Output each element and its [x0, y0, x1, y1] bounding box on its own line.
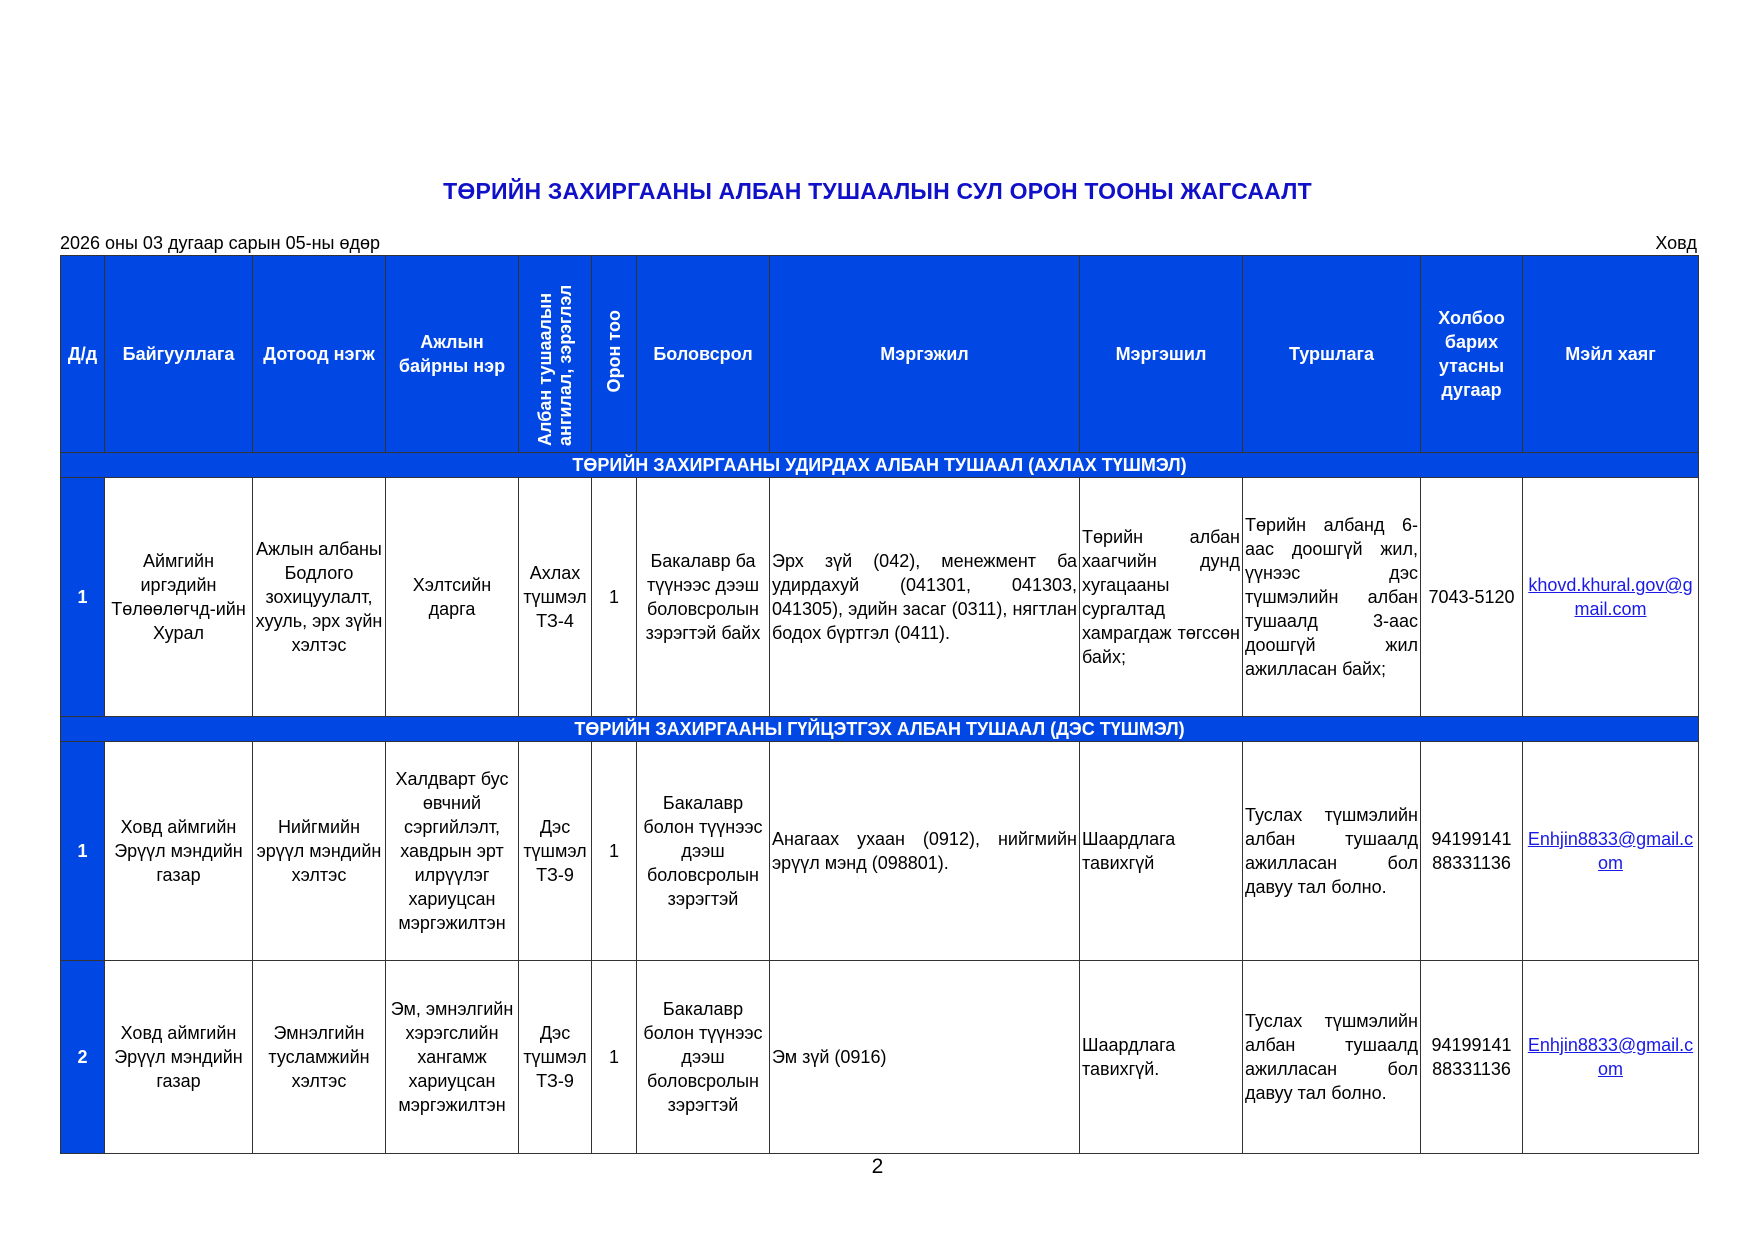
experience-cell: Төрийн албанд 6-аас доошгүй жил, үүнээс дэс түшмэлийн албан тушаалд 3-аас доошгүй жил ажилласан байх; [1243, 478, 1421, 717]
column-header-grade-text: Албан тушаалын ангилал, зэрэглэл [535, 284, 575, 446]
row-number: 1 [61, 742, 105, 961]
row-number: 2 [61, 961, 105, 1154]
vacancy-table [60, 255, 1699, 1154]
organization-cell: Аймгийн иргэдийн Төлөөлөгчд-ийн Хурал [105, 478, 253, 717]
section-title: ТӨРИЙН ЗАХИРГААНЫ УДИРДАХ АЛБАН ТУШААЛ (АХЛАХ ТҮШМЭЛ) [61, 453, 1699, 478]
profession-cell: Эрх зүй (042), менежмент ба удирдахуй (041301, 041303, 041305), эдийн засаг (0311), нягтлан бодох бүртгэл (0411). [770, 478, 1080, 717]
email-cell [1523, 742, 1699, 961]
qualification-cell: Шаардлага тавихгүй. [1080, 961, 1243, 1154]
column-header-unit: Дотоод нэгж [253, 256, 386, 453]
table-row [61, 478, 1699, 717]
table-header-row [61, 256, 1699, 453]
qualification-cell: Шаардлага тавихгүй [1080, 742, 1243, 961]
unit-cell: Эмнэлгийн тусламжийн хэлтэс [253, 961, 386, 1154]
education-cell: Бакалавр болон түүнээс дээш боловсролын зэрэгтэй [637, 961, 770, 1154]
organization-cell: Ховд аймгийн Эрүүл мэндийн газар [105, 961, 253, 1154]
column-header-phone: Холбоо барих утасны дугаар [1421, 256, 1523, 453]
document-date: 2026 оны 03 дугаар сарын 05-ны өдөр [60, 233, 380, 253]
grade-cell: Дэс түшмэл ТЗ-9 [519, 961, 592, 1154]
column-header-qualification: Мэргэшил [1080, 256, 1243, 453]
position-cell: Хэлтсийн дарга [386, 478, 519, 717]
position-cell: Халдварт бус өвчний сэргийлэлт, хавдрын эрт илрүүлэг хариуцсан мэргэжилтэн [386, 742, 519, 961]
email-cell [1523, 961, 1699, 1154]
unit-cell: Ажлын албаны Бодлого зохицуулалт, хууль, эрх зүйн хэлтэс [253, 478, 386, 717]
column-header-vacancies-text: Орон тоо [604, 309, 624, 393]
page-number: 2 [871, 1155, 884, 1178]
profession-cell: Эм зүй (0916) [770, 961, 1080, 1154]
section-header-senior [61, 453, 1699, 478]
column-header-education: Боловсрол [637, 256, 770, 453]
section-title: ТӨРИЙН ЗАХИРГААНЫ ГҮЙЦЭТГЭХ АЛБАН ТУШААЛ (ДЭС ТҮШМЭЛ) [61, 717, 1699, 742]
section-header-junior [61, 717, 1699, 742]
grade-cell: Дэс түшмэл ТЗ-9 [519, 742, 592, 961]
phone-cell: 94199141 88331136 [1421, 961, 1523, 1154]
organization-cell: Ховд аймгийн Эрүүл мэндийн газар [105, 742, 253, 961]
document-title: ТӨРИЙН ЗАХИРГААНЫ АЛБАН ТУШААЛЫН СУЛ ОРОН ТООНЫ ЖАГСААЛТ [443, 178, 1312, 204]
grade-cell: Ахлах түшмэл ТЗ-4 [519, 478, 592, 717]
row-number: 1 [61, 478, 105, 717]
column-header-email: Мэйл хаяг [1523, 256, 1699, 453]
column-header-position: Ажлын байрны нэр [386, 256, 519, 453]
phone-cell: 7043-5120 [1421, 478, 1523, 717]
vacancies-cell: 1 [592, 478, 637, 717]
education-cell: Бакалавр ба түүнээс дээш боловсролын зэрэгтэй байх [637, 478, 770, 717]
column-header-profession: Мэргэжил [770, 256, 1080, 453]
experience-cell: Туслах түшмэлийн албан тушаалд ажилласан бол давуу тал болно. [1243, 961, 1421, 1154]
position-cell: Эм, эмнэлгийн хэрэгслийн хангамж хариуцсан мэргэжилтэн [386, 961, 519, 1154]
unit-cell: Нийгмийн эрүүл мэндийн хэлтэс [253, 742, 386, 961]
column-header-organization: Байгууллага [105, 256, 253, 453]
vacancies-cell: 1 [592, 961, 637, 1154]
column-header-vacancies [592, 256, 637, 453]
vacancies-cell: 1 [592, 742, 637, 961]
column-header-num: Д/д [61, 256, 105, 453]
column-header-grade [519, 256, 592, 453]
email-link[interactable]: khovd.khural.gov@gmail.com [1528, 575, 1693, 619]
qualification-cell: Төрийн албан хаагчийн дунд хугацааны сургалтад хамрагдаж төгссөн байх; [1080, 478, 1243, 717]
profession-cell: Анагаах ухаан (0912), нийгмийн эрүүл мэнд (098801). [770, 742, 1080, 961]
experience-cell: Туслах түшмэлийн албан тушаалд ажилласан бол давуу тал болно. [1243, 742, 1421, 961]
education-cell: Бакалавр болон түүнээс дээш боловсролын зэрэгтэй [637, 742, 770, 961]
table-row [61, 742, 1699, 961]
email-link[interactable]: Enhjin8833@gmail.com [1527, 829, 1694, 873]
phone-cell: 94199141 88331136 [1421, 742, 1523, 961]
document-place: Ховд [1655, 233, 1697, 253]
email-link[interactable]: Enhjin8833@gmail.com [1527, 1035, 1694, 1079]
column-header-experience: Туршлага [1243, 256, 1421, 453]
email-cell [1523, 478, 1699, 717]
table-row [61, 961, 1699, 1154]
